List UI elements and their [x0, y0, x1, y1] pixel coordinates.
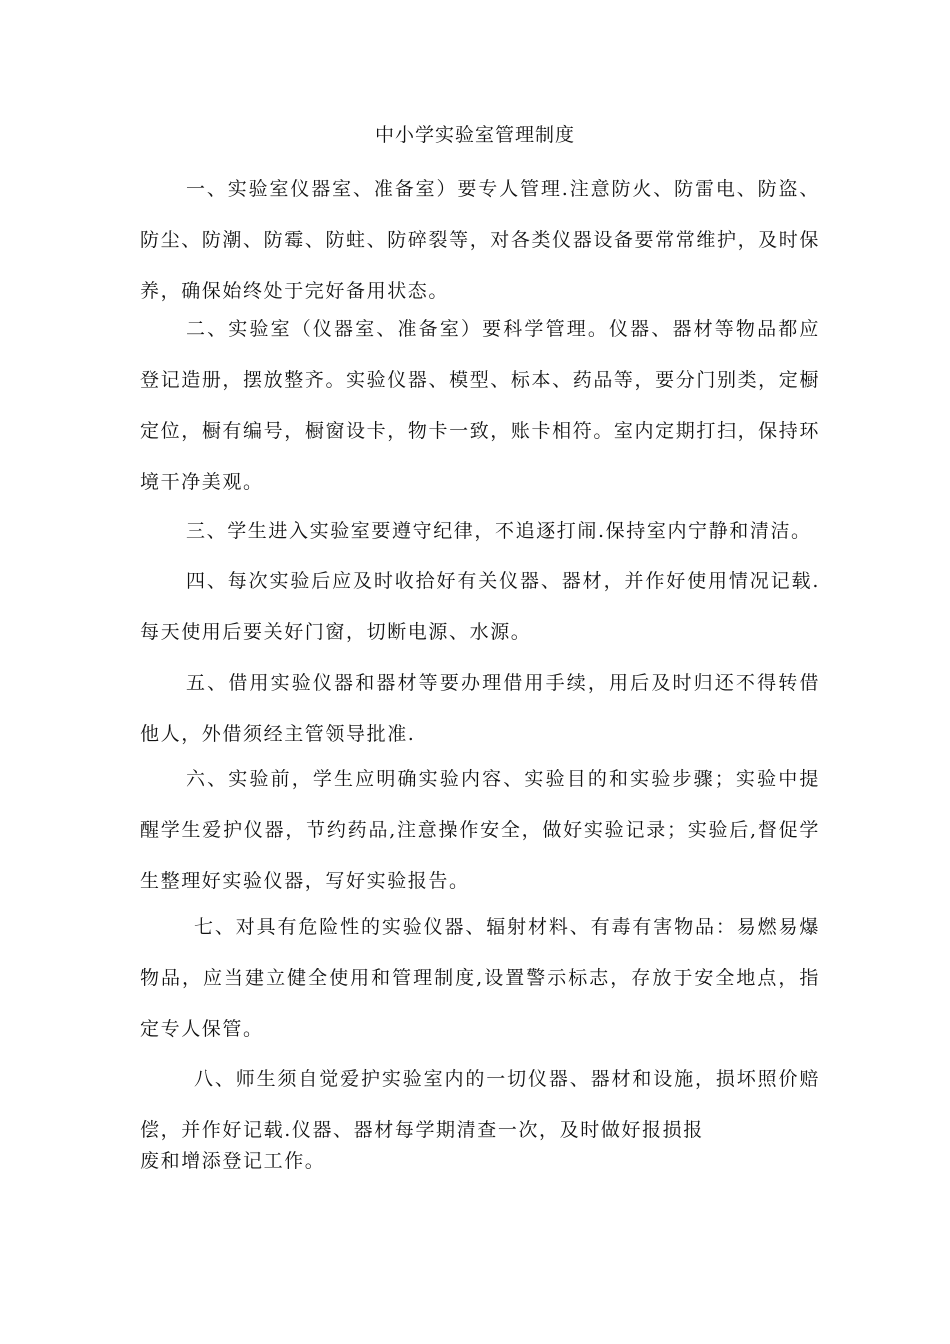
- paragraph-8: 八、师生须自觉爱护实验室内的一切仪器、器材和设施，损坏照价赔偿，并作好记载.仪器、器材每学期清查一次，及时做好报损报: [140, 1068, 820, 1141]
- paragraph-2: 二、实验室（仪器室、准备室）要科学管理。仪器、器材等物品都应登记造册，摆放整齐。实验仪器、模型、标本、药品等，要分门别类，定橱定位，橱有编号，橱窗设卡，物卡一致，账卡相符。室内定期打扫，保持环境干净美观。: [140, 318, 820, 493]
- document-title: 中小学实验室管理制度: [374, 124, 575, 146]
- paragraph-3: 三、学生进入实验室要遵守纪律，不追逐打闹.保持室内宁静和清洁。: [186, 520, 812, 542]
- paragraph-4: 四、每次实验后应及时收拾好有关仪器、器材，并作好使用情况记载.每天使用后要关好门窗，切断电源、水源。: [140, 570, 820, 643]
- paragraph-8-continuation: 废和增添登记工作。: [140, 1150, 326, 1172]
- paragraph-5: 五、借用实验仪器和器材等要办理借用手续，用后及时归还不得转借他人，外借须经主管领导批准.: [140, 672, 820, 745]
- paragraph-7: 七、对具有危险性的实验仪器、辐射材料、有毒有害物品：易燃易爆物品，应当建立健全使用和管理制度,设置警示标志，存放于安全地点，指定专人保管。: [140, 916, 820, 1040]
- paragraph-1: 一、实验室仪器室、准备室）要专人管理.注意防火、防雷电、防盗、防尘、防潮、防霉、防蛀、防碎裂等，对各类仪器设备要常常维护，及时保养，确保始终处于完好备用状态。: [140, 178, 820, 302]
- paragraph-6: 六、实验前，学生应明确实验内容、实验目的和实验步骤；实验中提醒学生爱护仪器，节约药品,注意操作安全，做好实验记录；实验后,督促学生整理好实验仪器，写好实验报告。: [140, 768, 820, 892]
